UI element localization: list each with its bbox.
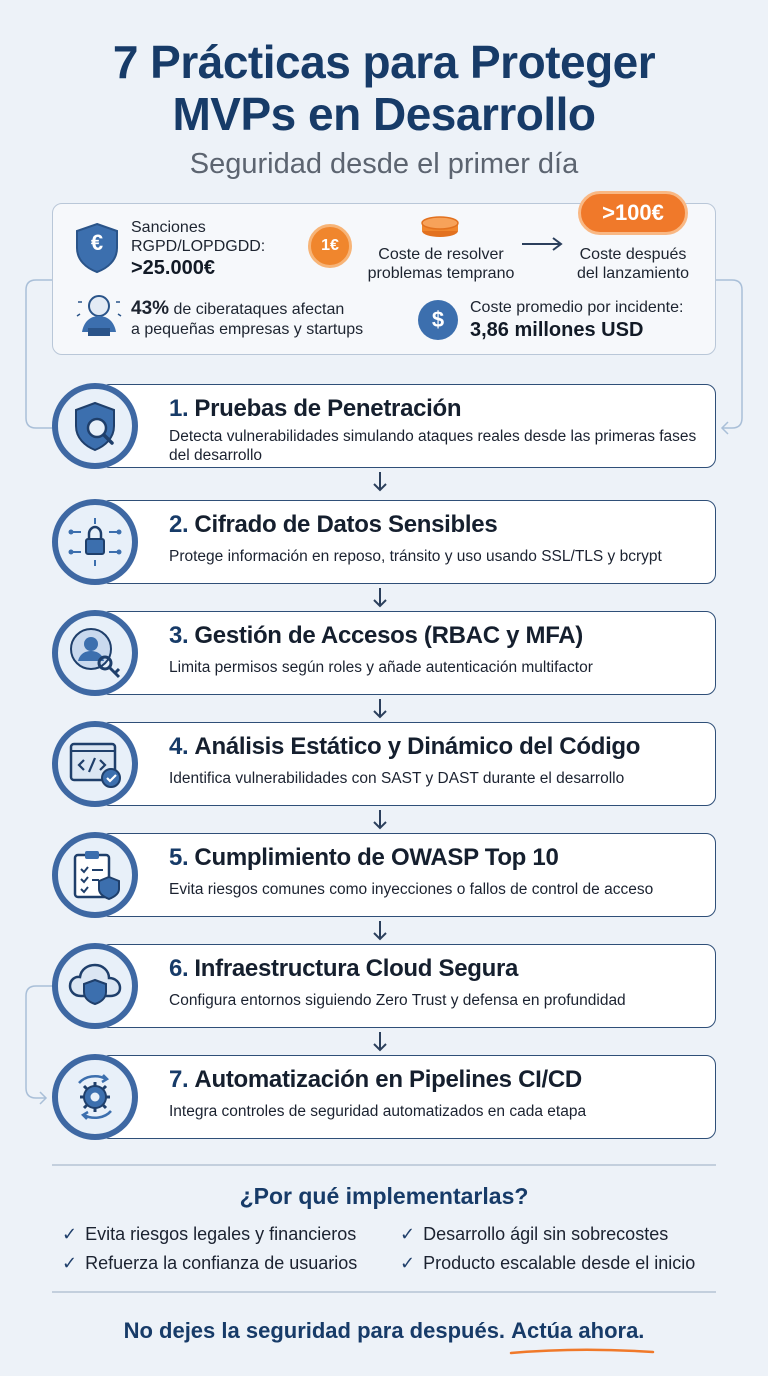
practice-description: Identifica vulnerabilidades con SAST y DAST durante el desarrollo — [169, 770, 625, 787]
practice-number: 5. — [169, 844, 189, 871]
title-line-1: 7 Prácticas para Proteger — [112, 36, 656, 88]
practice-number: 2. — [169, 511, 189, 538]
arrow-down-icon — [372, 920, 388, 942]
sanctions-value: >25.000€ — [131, 257, 215, 279]
practice-title: 6. Infraestructura Cloud Segura — [169, 955, 519, 982]
practice-title: 5. Cumplimiento de OWASP Top 10 — [169, 844, 559, 871]
practice-title: 2. Cifrado de Datos Sensibles — [169, 511, 498, 538]
divider-top — [52, 1164, 716, 1166]
euro-symbol: € — [90, 230, 104, 255]
benefit-item: ✓ Refuerza la confianza de usuarios — [62, 1253, 358, 1273]
benefit-item: ✓ Desarrollo ágil sin sobrecostes — [400, 1224, 669, 1244]
practice-description: Configura entornos siguiendo Zero Trust y defensa en profundidad — [169, 992, 626, 1009]
arrow-down-icon — [372, 587, 388, 609]
practice-card-6 — [100, 944, 716, 1028]
practice-card-5 — [100, 833, 716, 917]
why-title: ¿Por qué implementarlas? — [239, 1183, 529, 1209]
check-icon: ✓ — [62, 1224, 78, 1244]
divider-bottom — [52, 1291, 716, 1293]
practice-number: 7. — [169, 1066, 189, 1093]
underline-swoosh-icon — [509, 1346, 655, 1356]
practice-title: 7. Automatización en Pipelines CI/CD — [169, 1066, 582, 1093]
check-icon: ✓ — [62, 1253, 78, 1273]
attacks-percent: 43% — [131, 298, 170, 319]
call-to-action — [0, 1318, 768, 1344]
title-line-2: MVPs en Desarrollo — [172, 88, 596, 140]
dollar-icon: $ — [418, 300, 458, 340]
practice-card-2 — [100, 500, 716, 584]
practice-number: 3. — [169, 622, 189, 649]
practice-title: 1. Pruebas de Penetración — [169, 395, 462, 422]
arrow-down-icon — [372, 698, 388, 720]
user-key-icon — [52, 610, 138, 696]
practice-title: 4. Análisis Estático y Dinámico del Código — [169, 733, 641, 760]
shield-search-icon — [52, 383, 138, 469]
arrow-right-icon — [520, 236, 566, 252]
incident-label: Coste promedio por incidente: — [470, 299, 684, 316]
one-euro-coin: 1€ — [308, 224, 352, 268]
attacks-line-2: a pequeñas empresas y startups — [131, 321, 364, 338]
attacks-stat: 43% de ciberataques afectan — [131, 298, 345, 319]
practice-card-4 — [100, 722, 716, 806]
check-icon: ✓ — [400, 1224, 416, 1244]
practice-card-3 — [100, 611, 716, 695]
page-subtitle: Seguridad desde el primer día — [189, 148, 579, 180]
cta-accent: Actúa ahora. — [511, 1318, 644, 1344]
practice-description: Limita permisos según roles y añade autenticación multifactor — [169, 659, 593, 676]
code-window-icon — [52, 721, 138, 807]
practice-number: 1. — [169, 395, 189, 422]
early-cost-label: Coste de resolver problemas temprano — [367, 246, 515, 282]
practice-description: Protege información en reposo, tránsito y uso usando SSL/TLS y bcrypt — [169, 548, 662, 565]
incident-value: 3,86 millones USD — [470, 319, 644, 341]
sanctions-label: Sanciones RGPD/LOPDGDD: — [131, 219, 266, 255]
practice-description: Detecta vulnerabilidades simulando ataques reales desde las primeras fases del desarrollo — [169, 428, 697, 464]
gear-cycle-icon — [52, 1054, 138, 1140]
practice-description: Integra controles de seguridad automatizados en cada etapa — [169, 1103, 587, 1120]
hacker-icon — [74, 292, 124, 342]
lock-network-icon — [52, 499, 138, 585]
checklist-shield-icon — [52, 832, 138, 918]
arrow-down-icon — [372, 1031, 388, 1053]
practice-title: 3. Gestión de Accesos (RBAC y MFA) — [169, 622, 583, 649]
arrow-down-icon — [372, 471, 388, 493]
practice-number: 4. — [169, 733, 189, 760]
late-cost-badge: >100€ — [578, 191, 688, 235]
practice-card-7 — [100, 1055, 716, 1139]
arrow-down-icon — [372, 809, 388, 831]
cta-text: No dejes la seguridad para después. — [123, 1318, 512, 1343]
practice-description: Evita riesgos comunes como inyecciones o fallos de control de acceso — [169, 881, 654, 898]
coin-stack-icon — [419, 214, 461, 240]
check-icon: ✓ — [400, 1253, 416, 1273]
benefit-item: ✓ Producto escalable desde el inicio — [400, 1253, 696, 1273]
benefit-item: ✓ Evita riesgos legales y financieros — [62, 1224, 357, 1244]
late-cost-label: Coste después del lanzamiento — [576, 246, 690, 282]
practice-number: 6. — [169, 955, 189, 982]
practice-card-1 — [100, 384, 716, 468]
cloud-shield-icon — [52, 943, 138, 1029]
